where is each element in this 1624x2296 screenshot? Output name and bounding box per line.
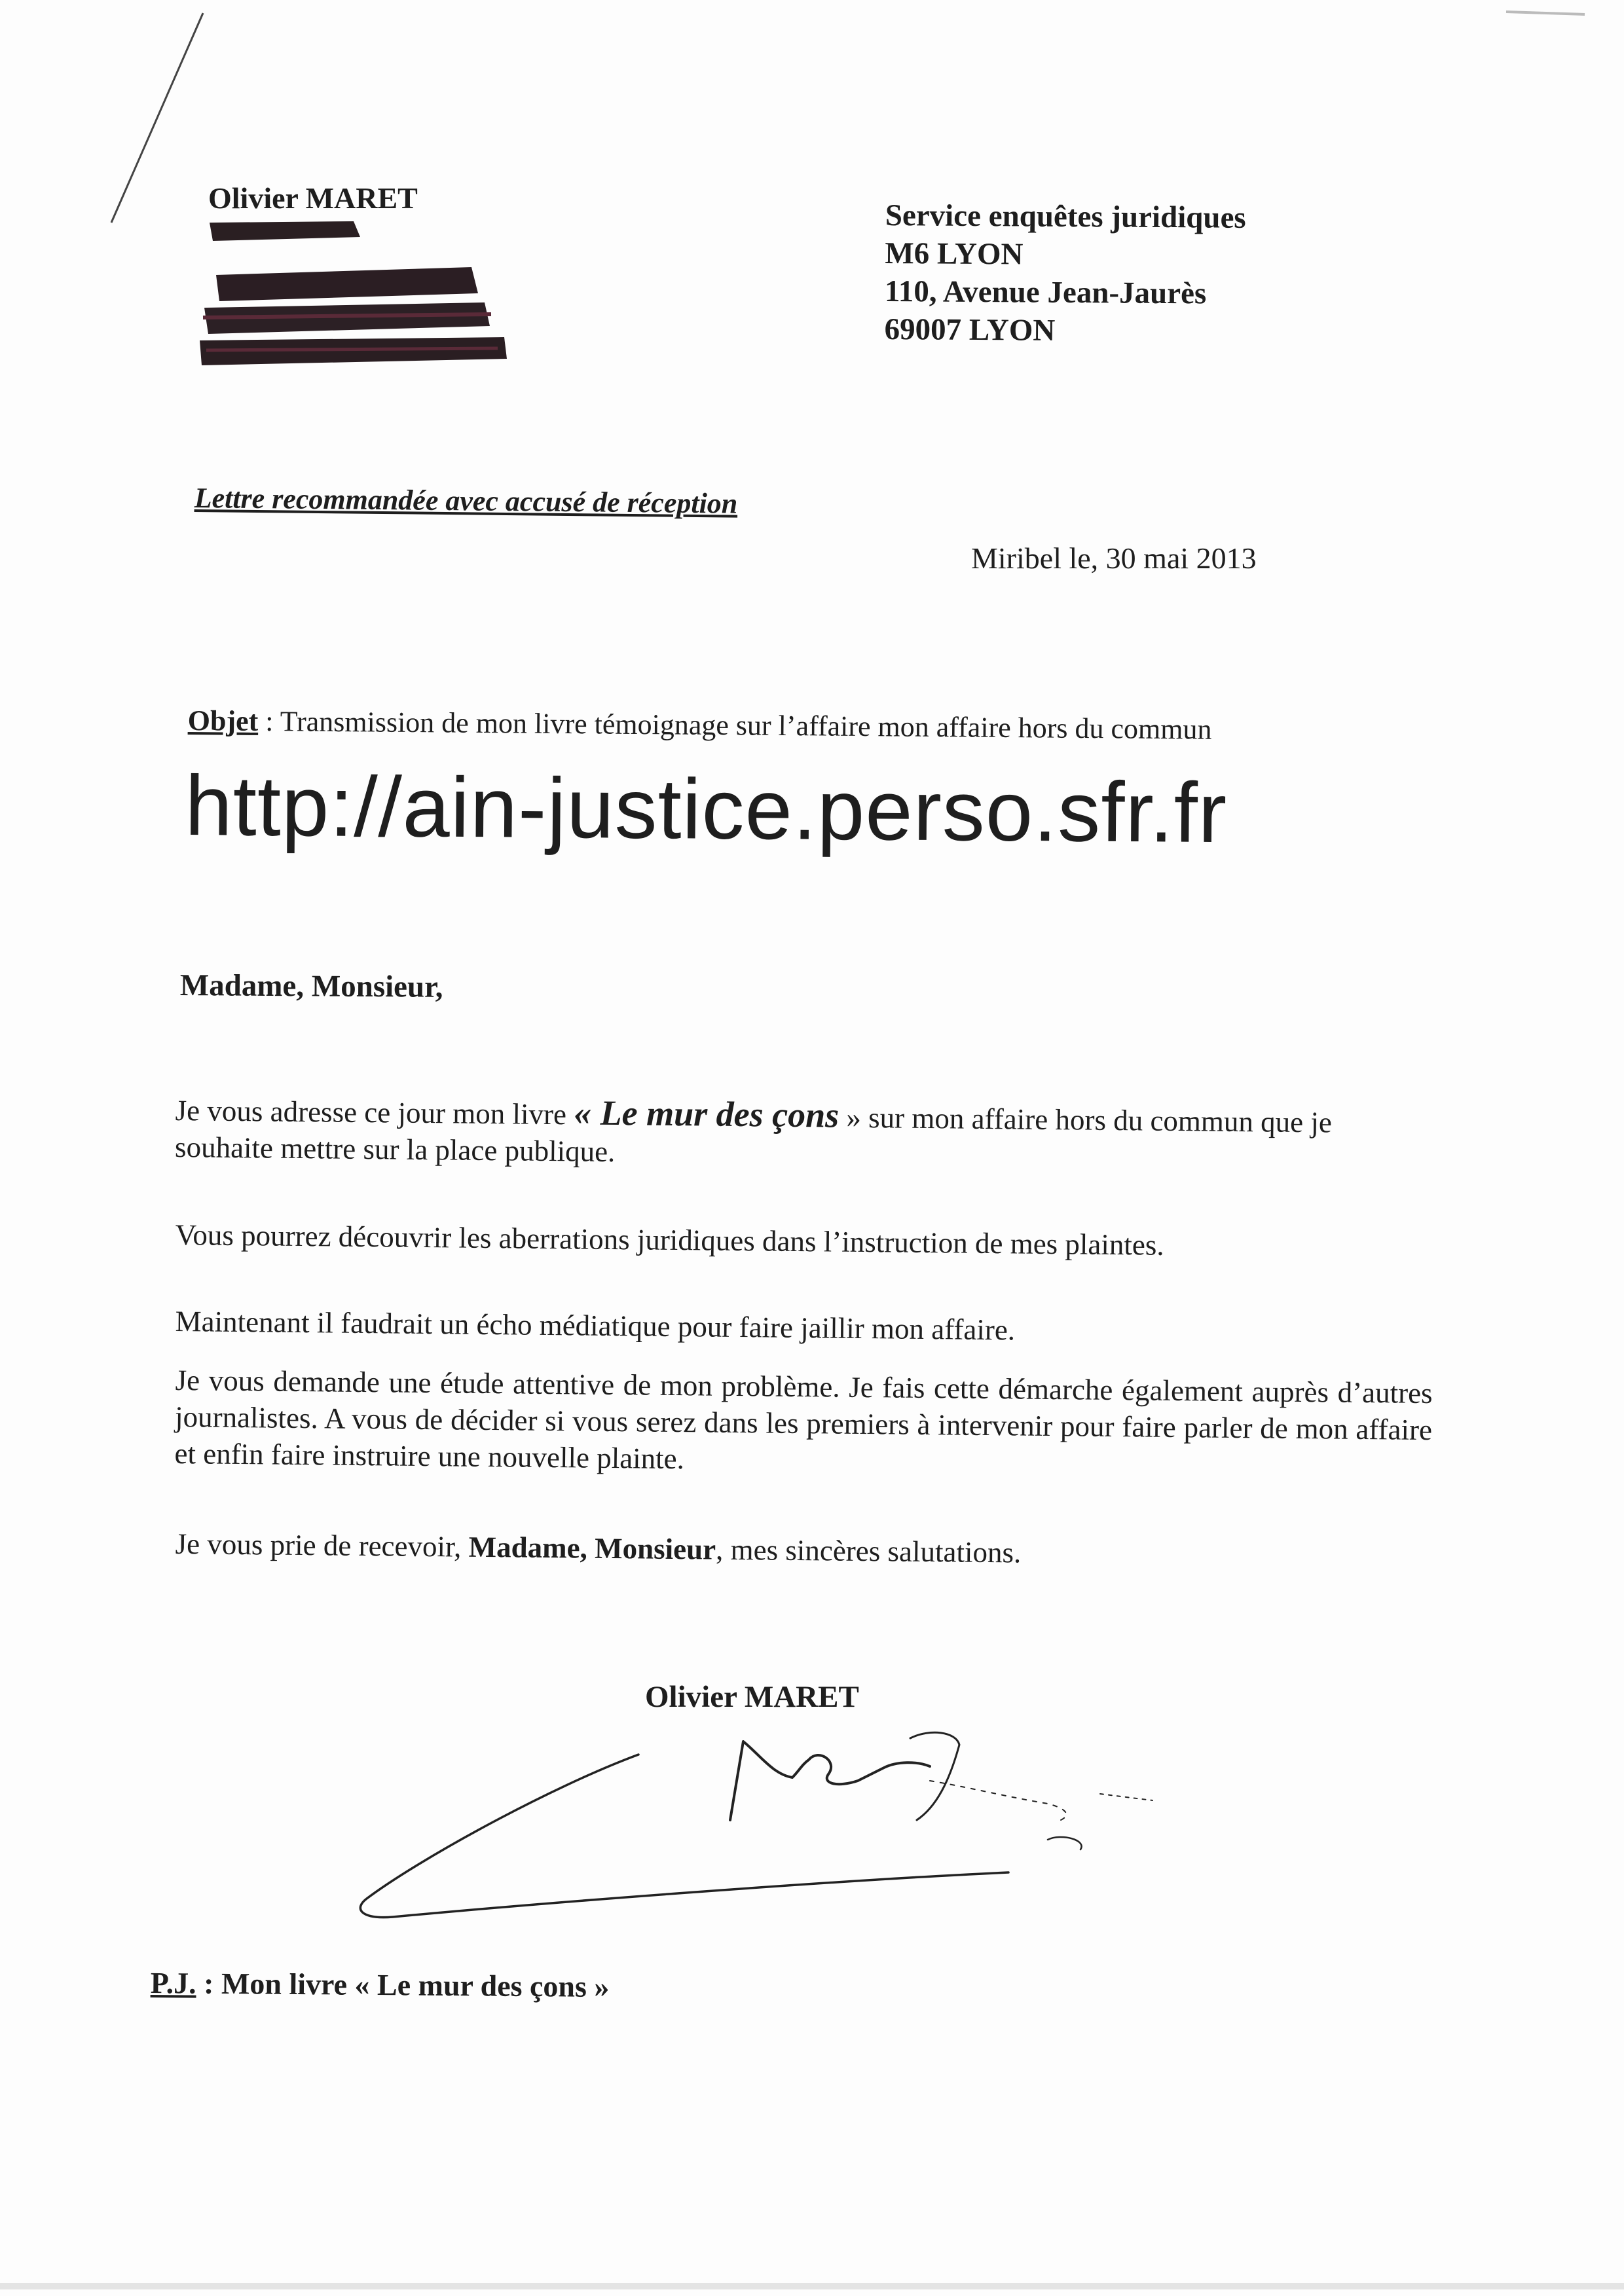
website-url: http://ain-justice.perso.sfr.fr [184,757,1228,861]
closing-end: , mes sincères salutations. [715,1533,1022,1569]
recipient-line: Service enquêtes juridiques [885,198,1246,235]
enclosure-line [151,1965,610,2004]
subject-sep: : [258,704,280,738]
book-title: « Le mur des çons [573,1093,840,1135]
recipient-line: 110, Avenue Jean-Jaurès [884,274,1207,311]
closing-paragraph [175,1525,1432,1575]
scan-edge-line [1506,12,1585,14]
enclosure-text: Mon livre « Le mur des çons » [221,1966,610,2004]
signature-name: Olivier MARET [645,1680,859,1714]
handwritten-signature [341,1683,1166,1944]
salutation: Madame, Monsieur, [179,968,443,1004]
sender-name: Olivier MARET [208,181,418,215]
paragraph-3: Maintenant il faudrait un écho médiatique pour faire jaillir mon affaire. [175,1304,1016,1347]
paragraph-1-end: » sur mon affaire hors du commun que je souhaite mettre sur la place publique. [174,1101,1333,1169]
subject-line [188,704,1212,746]
place-date: Miribel le, 30 mai 2013 [971,541,1257,575]
closing-bold: Madame, Monsieur [468,1530,716,1566]
registered-letter-mention: Lettre recommandée avec accusé de réception [194,481,738,520]
redacted-address [196,210,511,373]
recipient-line: M6 LYON [885,236,1024,272]
paragraph-1-start: Je vous adresse ce jour mon livre [175,1093,574,1131]
recipient-address [884,196,1246,351]
scan-edge-line [111,13,203,223]
enclosure-label: P.J. [150,1966,196,2000]
paragraph-2: Vous pourrez découvrir les aberrations juridiques dans l’instruction de mes plaintes. [175,1218,1164,1262]
paragraph-4: Je vous demande une étude attentive de mon problème. Je fais cette démarche également auprès d’autres journalistes. A vous de décider si vous serez dans les premiers à intervenir pour faire parler de mon affaire et enfin faire instruire une nouvelle plainte. [174,1363,1433,1476]
subject-label: Objet [187,704,259,737]
enclosure-sep: : [196,1966,222,2000]
closing-start: Je vous prie de recevoir, [175,1527,469,1563]
paragraph-1 [175,1090,1433,1178]
subject-text: Transmission de mon livre témoignage sur l’affaire mon affaire hors du commun [280,705,1212,746]
recipient-line: 69007 LYON [884,312,1056,348]
